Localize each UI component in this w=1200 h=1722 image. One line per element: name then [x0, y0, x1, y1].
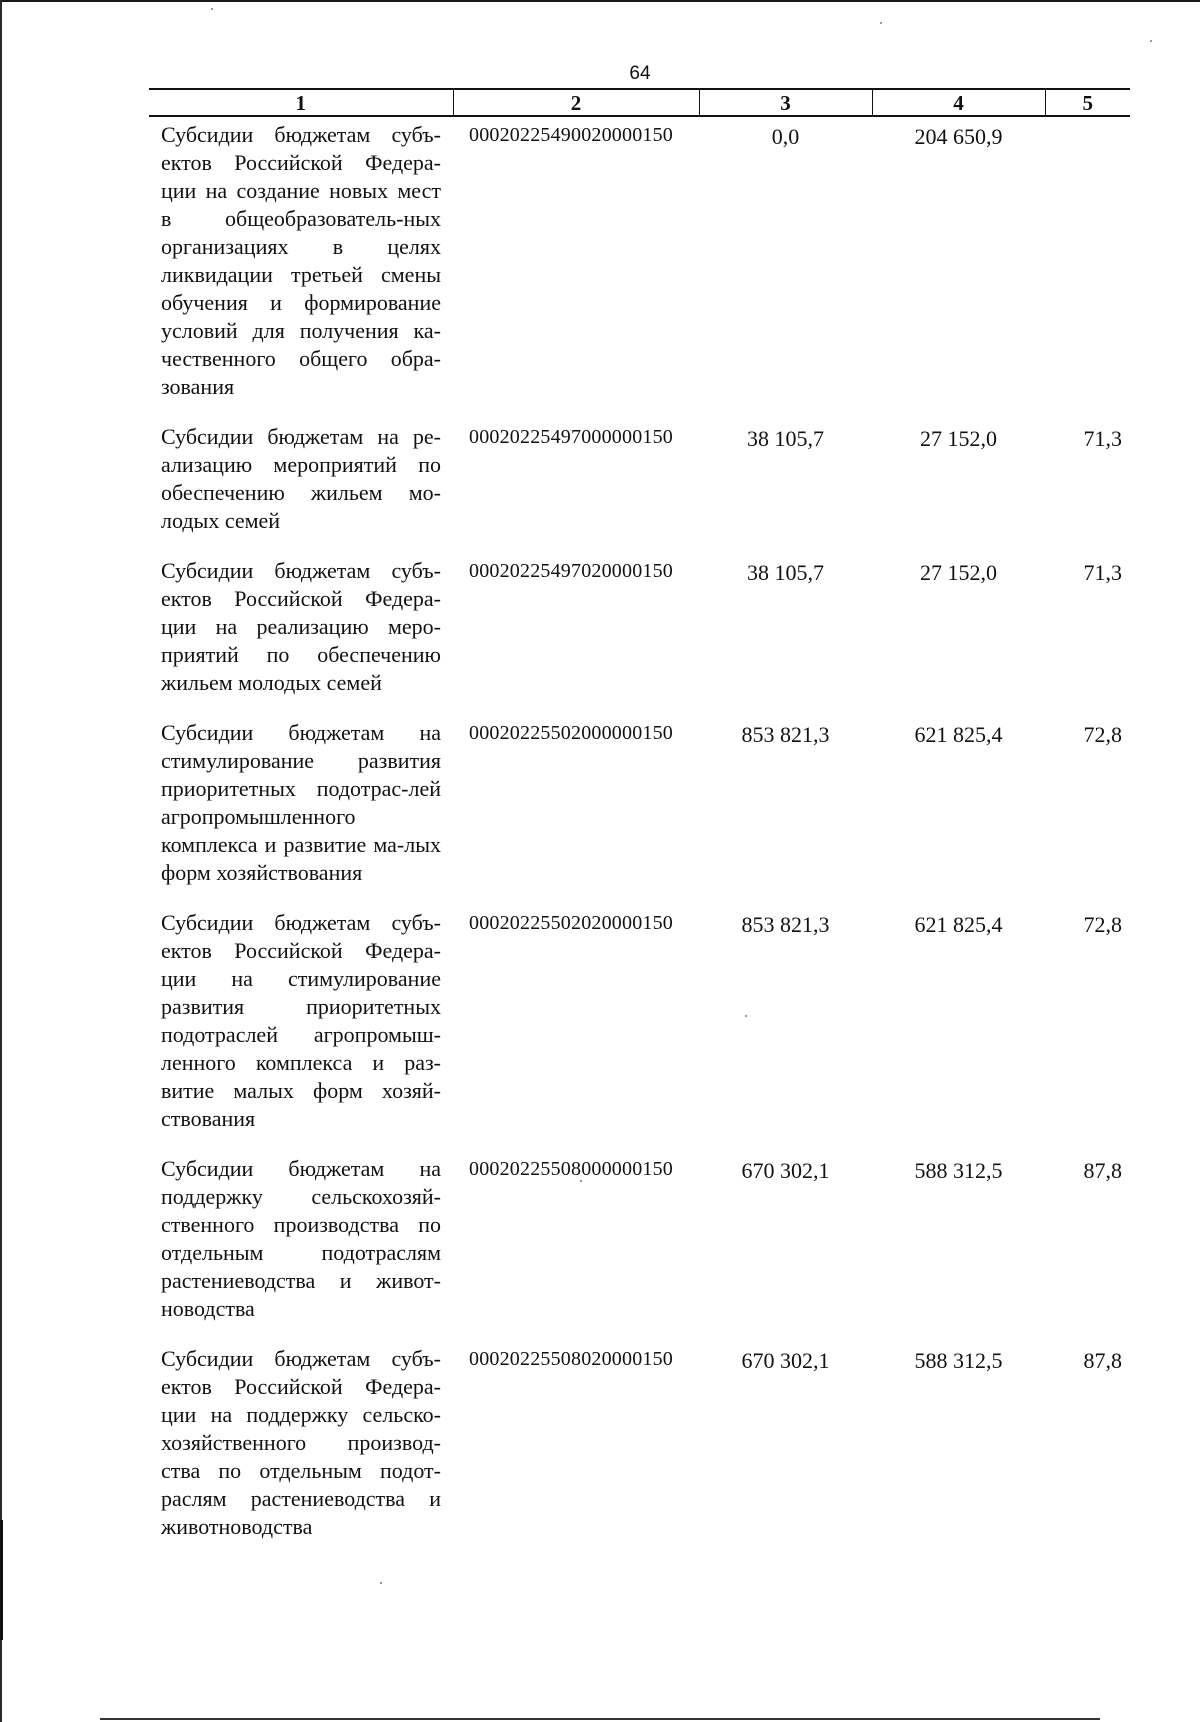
budget-table	[149, 88, 1130, 1541]
row-name: Субсидии бюджетам на поддержку сельскохозяй-ственного производства по отдельным подотраслям растениеводства и живот-новодства	[161, 1156, 441, 1321]
row-value-5: 87,8	[1083, 1158, 1122, 1183]
scan-speck	[1150, 40, 1152, 42]
row-value-3: 670 302,1	[741, 1158, 830, 1183]
row-spacer	[149, 697, 1130, 715]
scan-speck	[380, 1582, 382, 1584]
row-value-5	[1045, 116, 1130, 401]
row-name: Субсидии бюджетам субъ-ектов Российской Федера-ции на создание новых мест в общеобразователь-ных организациях в целях ликвидации третьей смены обучения и формирование условий для получения ка-чественного общего обра-зования	[161, 122, 441, 399]
scan-border-top	[0, 0, 1200, 2]
row-spacer	[149, 535, 1130, 553]
table-header-row	[149, 89, 1130, 116]
row-value-5: 72,8	[1083, 912, 1122, 937]
row-value-5: 71,3	[1083, 560, 1122, 585]
column-header-1: 1	[149, 89, 453, 116]
row-value-4: 588 312,5	[914, 1158, 1003, 1183]
row-value-4: 204 650,9	[914, 124, 1003, 149]
row-value-4: 621 825,4	[914, 722, 1003, 747]
scan-border-bottom	[100, 1718, 1100, 1720]
row-value-3: 670 302,1	[741, 1348, 830, 1373]
column-header-2: 2	[453, 89, 699, 116]
row-name: Субсидии бюджетам субъ-ектов Российской Федера-ции на реализацию меро-приятий по обеспечению жильем молодых семей	[161, 558, 441, 695]
table-row	[149, 1151, 1130, 1323]
column-header-5: 5	[1045, 89, 1130, 116]
row-name: Субсидии бюджетам субъ-ектов Российской Федера-ции на стимулирование развития приоритетных подотраслей агропромыш-ленного комплекса и раз-витие малых форм хозяй-ствования	[161, 910, 441, 1131]
scan-border-left	[0, 0, 2, 1722]
row-code: 00020225497000000150	[469, 426, 673, 448]
row-value-5: 72,8	[1083, 722, 1122, 747]
row-spacer	[149, 1323, 1130, 1341]
row-value-4: 588 312,5	[914, 1348, 1003, 1373]
row-code: 00020225502000000150	[469, 722, 673, 744]
row-value-3: 0,0	[771, 124, 800, 149]
row-value-4: 27 152,0	[920, 560, 997, 585]
table-row	[149, 905, 1130, 1133]
table-row	[149, 116, 1130, 401]
row-name: Субсидии бюджетам на ре-ализацию мероприятий по обеспечению жильем мо-лодых семей	[161, 424, 441, 533]
row-code: 00020225508000000150	[469, 1158, 673, 1180]
table-row	[149, 419, 1130, 535]
page-number: 64	[629, 63, 651, 84]
table-row	[149, 553, 1130, 697]
row-code: 00020225497020000150	[469, 560, 673, 582]
row-spacer	[149, 401, 1130, 419]
row-value-5: 71,3	[1083, 426, 1122, 451]
scan-speck	[880, 22, 882, 24]
scan-speck	[211, 8, 213, 10]
column-header-3: 3	[699, 89, 872, 116]
table-row	[149, 1341, 1130, 1541]
table-row	[149, 715, 1130, 887]
row-value-3: 853 821,3	[741, 722, 830, 747]
row-value-5: 87,8	[1083, 1348, 1122, 1373]
row-value-3: 853 821,3	[741, 912, 830, 937]
row-name: Субсидии бюджетам субъ-ектов Российской Федера-ции на поддержку сельско-хозяйственного производ-ства по отдельным подот-раслям растениеводства и животноводства	[161, 1346, 441, 1539]
row-spacer	[149, 887, 1130, 905]
row-name: Субсидии бюджетам на стимулирование развития приоритетных подотрас-лей агропромышленного комплекса и развитие ма-лых форм хозяйствования	[161, 720, 441, 885]
row-code: 00020225502020000150	[469, 912, 673, 934]
scan-border-left-mark	[0, 1520, 3, 1640]
row-value-4: 27 152,0	[920, 426, 997, 451]
row-spacer	[149, 1133, 1130, 1151]
row-value-4: 621 825,4	[914, 912, 1003, 937]
row-code: 00020225490020000150	[469, 124, 673, 146]
column-header-4: 4	[872, 89, 1045, 116]
row-value-3: 38 105,7	[747, 426, 824, 451]
row-code: 00020225508020000150	[469, 1348, 673, 1370]
row-value-3: 38 105,7	[747, 560, 824, 585]
